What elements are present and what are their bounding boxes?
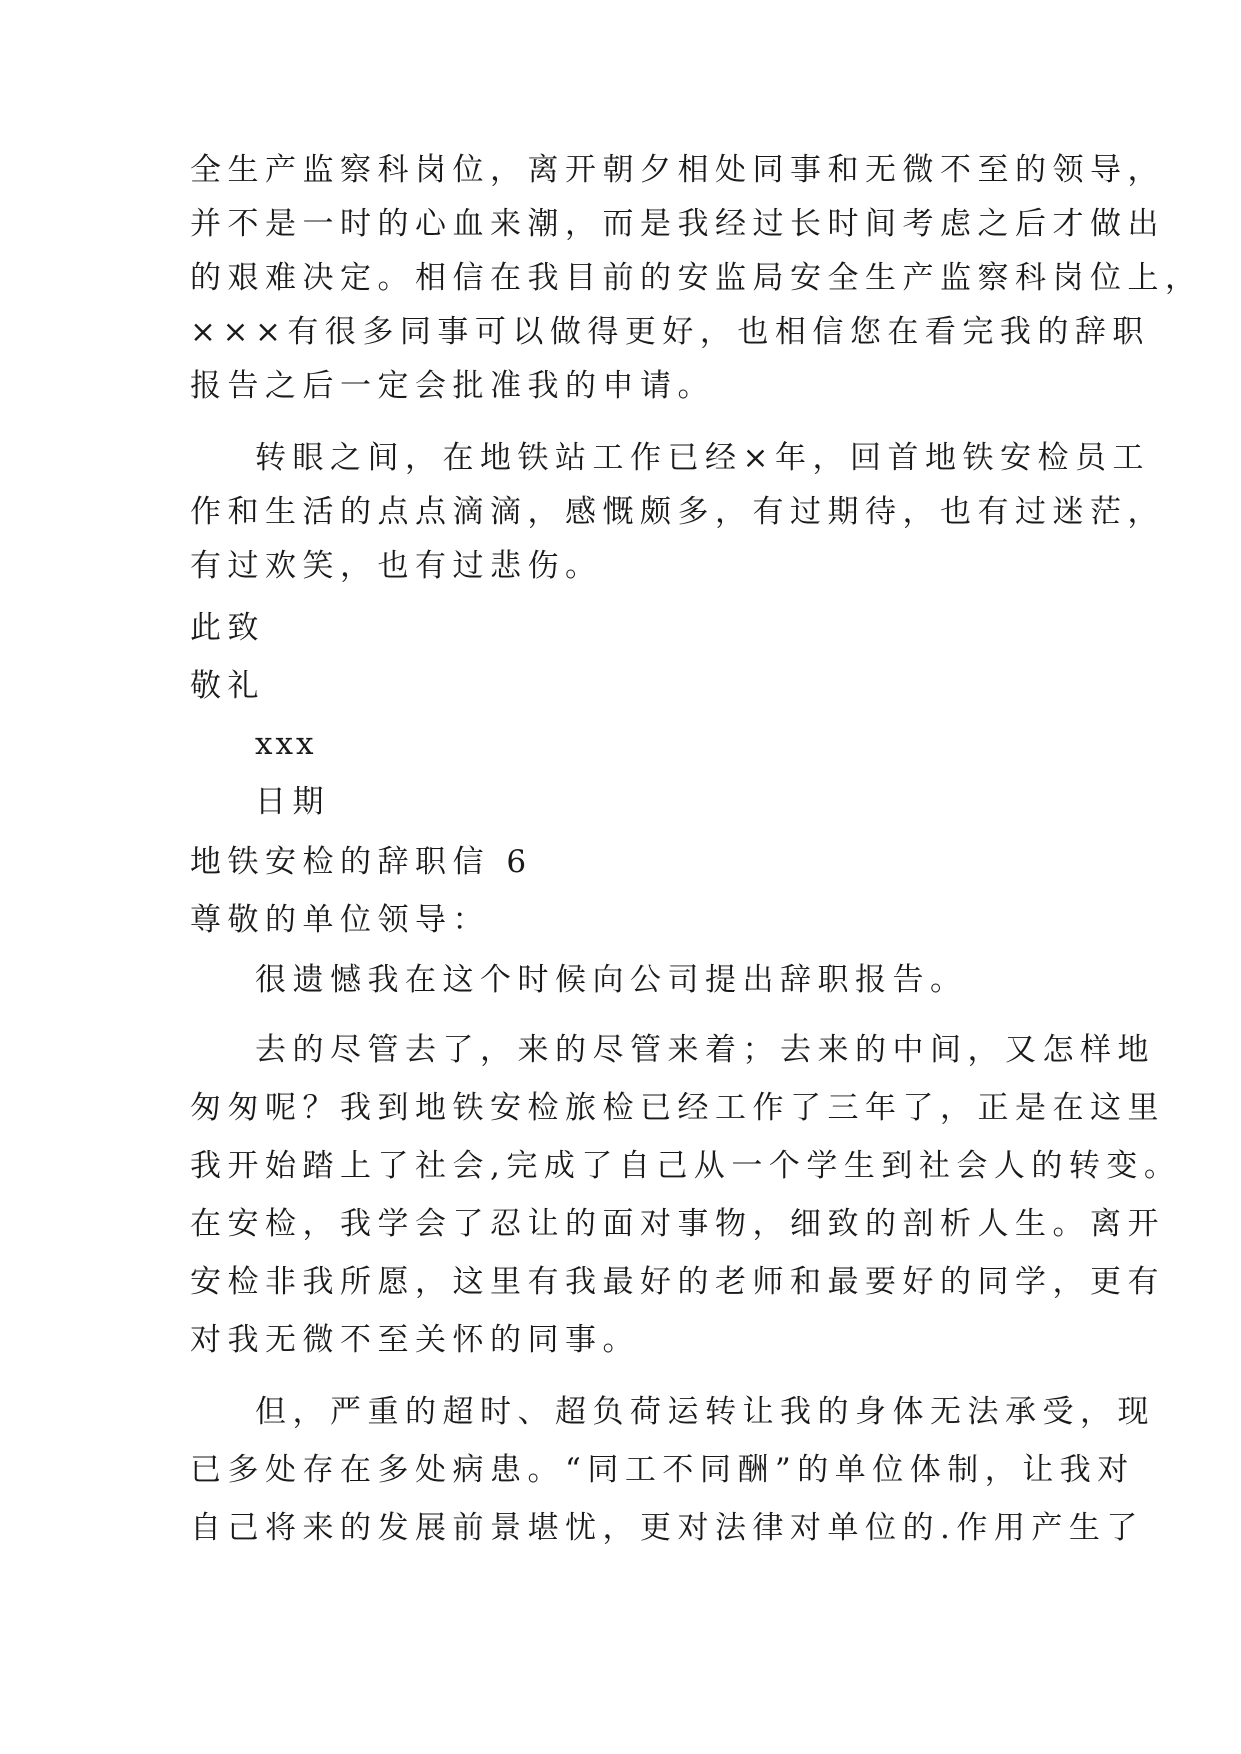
paragraph-line: 自己将来的发展前景堪忧，更对法律对单位的.作用产生了 <box>190 1510 1144 1546</box>
closing-regards: 敬礼 <box>190 668 265 704</box>
paragraph-line: 全生产监察科岗位，离开朝夕相处同事和无微不至的领导， <box>190 152 1165 188</box>
paragraph-line: ×××有很多同事可以做得更好，也相信您在看完我的辞职 <box>190 314 1150 350</box>
signature-date: 日期 <box>255 784 330 820</box>
paragraph-line: 去的尽管去了，来的尽管来着；去来的中间，又怎样地 <box>255 1032 1155 1068</box>
section-title: 地铁安检的辞职信 6 <box>190 844 533 880</box>
paragraph-line: 作和生活的点点滴滴，感慨颇多，有过期待，也有过迷茫， <box>190 494 1165 530</box>
paragraph-line: 但，严重的超时、超负荷运转让我的身体无法承受，现 <box>255 1394 1155 1430</box>
paragraph-line: 我开始踏上了社会,完成了自己从一个学生到社会人的转变。 <box>190 1148 1182 1184</box>
greeting-line: 尊敬的单位领导： <box>190 902 490 938</box>
paragraph-line: 对我无微不至关怀的同事。 <box>190 1322 640 1358</box>
paragraph-line: 已多处存在多处病患。“同工不同酬”的单位体制，让我对 <box>190 1452 1135 1488</box>
paragraph-line: 转眼之间，在地铁站工作已经×年，回首地铁安检员工 <box>255 440 1150 476</box>
paragraph-line: 的艰难决定。相信在我目前的安监局安全生产监察科岗位上， <box>190 260 1203 296</box>
paragraph-line: 报告之后一定会批准我的申请。 <box>190 368 715 404</box>
paragraph-line: 匆匆呢？我到地铁安检旅检已经工作了三年了，正是在这里 <box>190 1090 1165 1126</box>
paragraph-line: 有过欢笑，也有过悲伤。 <box>190 548 603 584</box>
paragraph-line: 并不是一时的心血来潮，而是我经过长时间考虑之后才做出 <box>190 206 1165 242</box>
signature-name: xxx <box>255 726 317 762</box>
paragraph-line: 很遗憾我在这个时候向公司提出辞职报告。 <box>255 962 968 998</box>
paragraph-line: 安检非我所愿，这里有我最好的老师和最要好的同学，更有 <box>190 1264 1165 1300</box>
closing-salutation: 此致 <box>190 610 265 646</box>
paragraph-line: 在安检，我学会了忍让的面对事物，细致的剖析人生。离开 <box>190 1206 1165 1242</box>
